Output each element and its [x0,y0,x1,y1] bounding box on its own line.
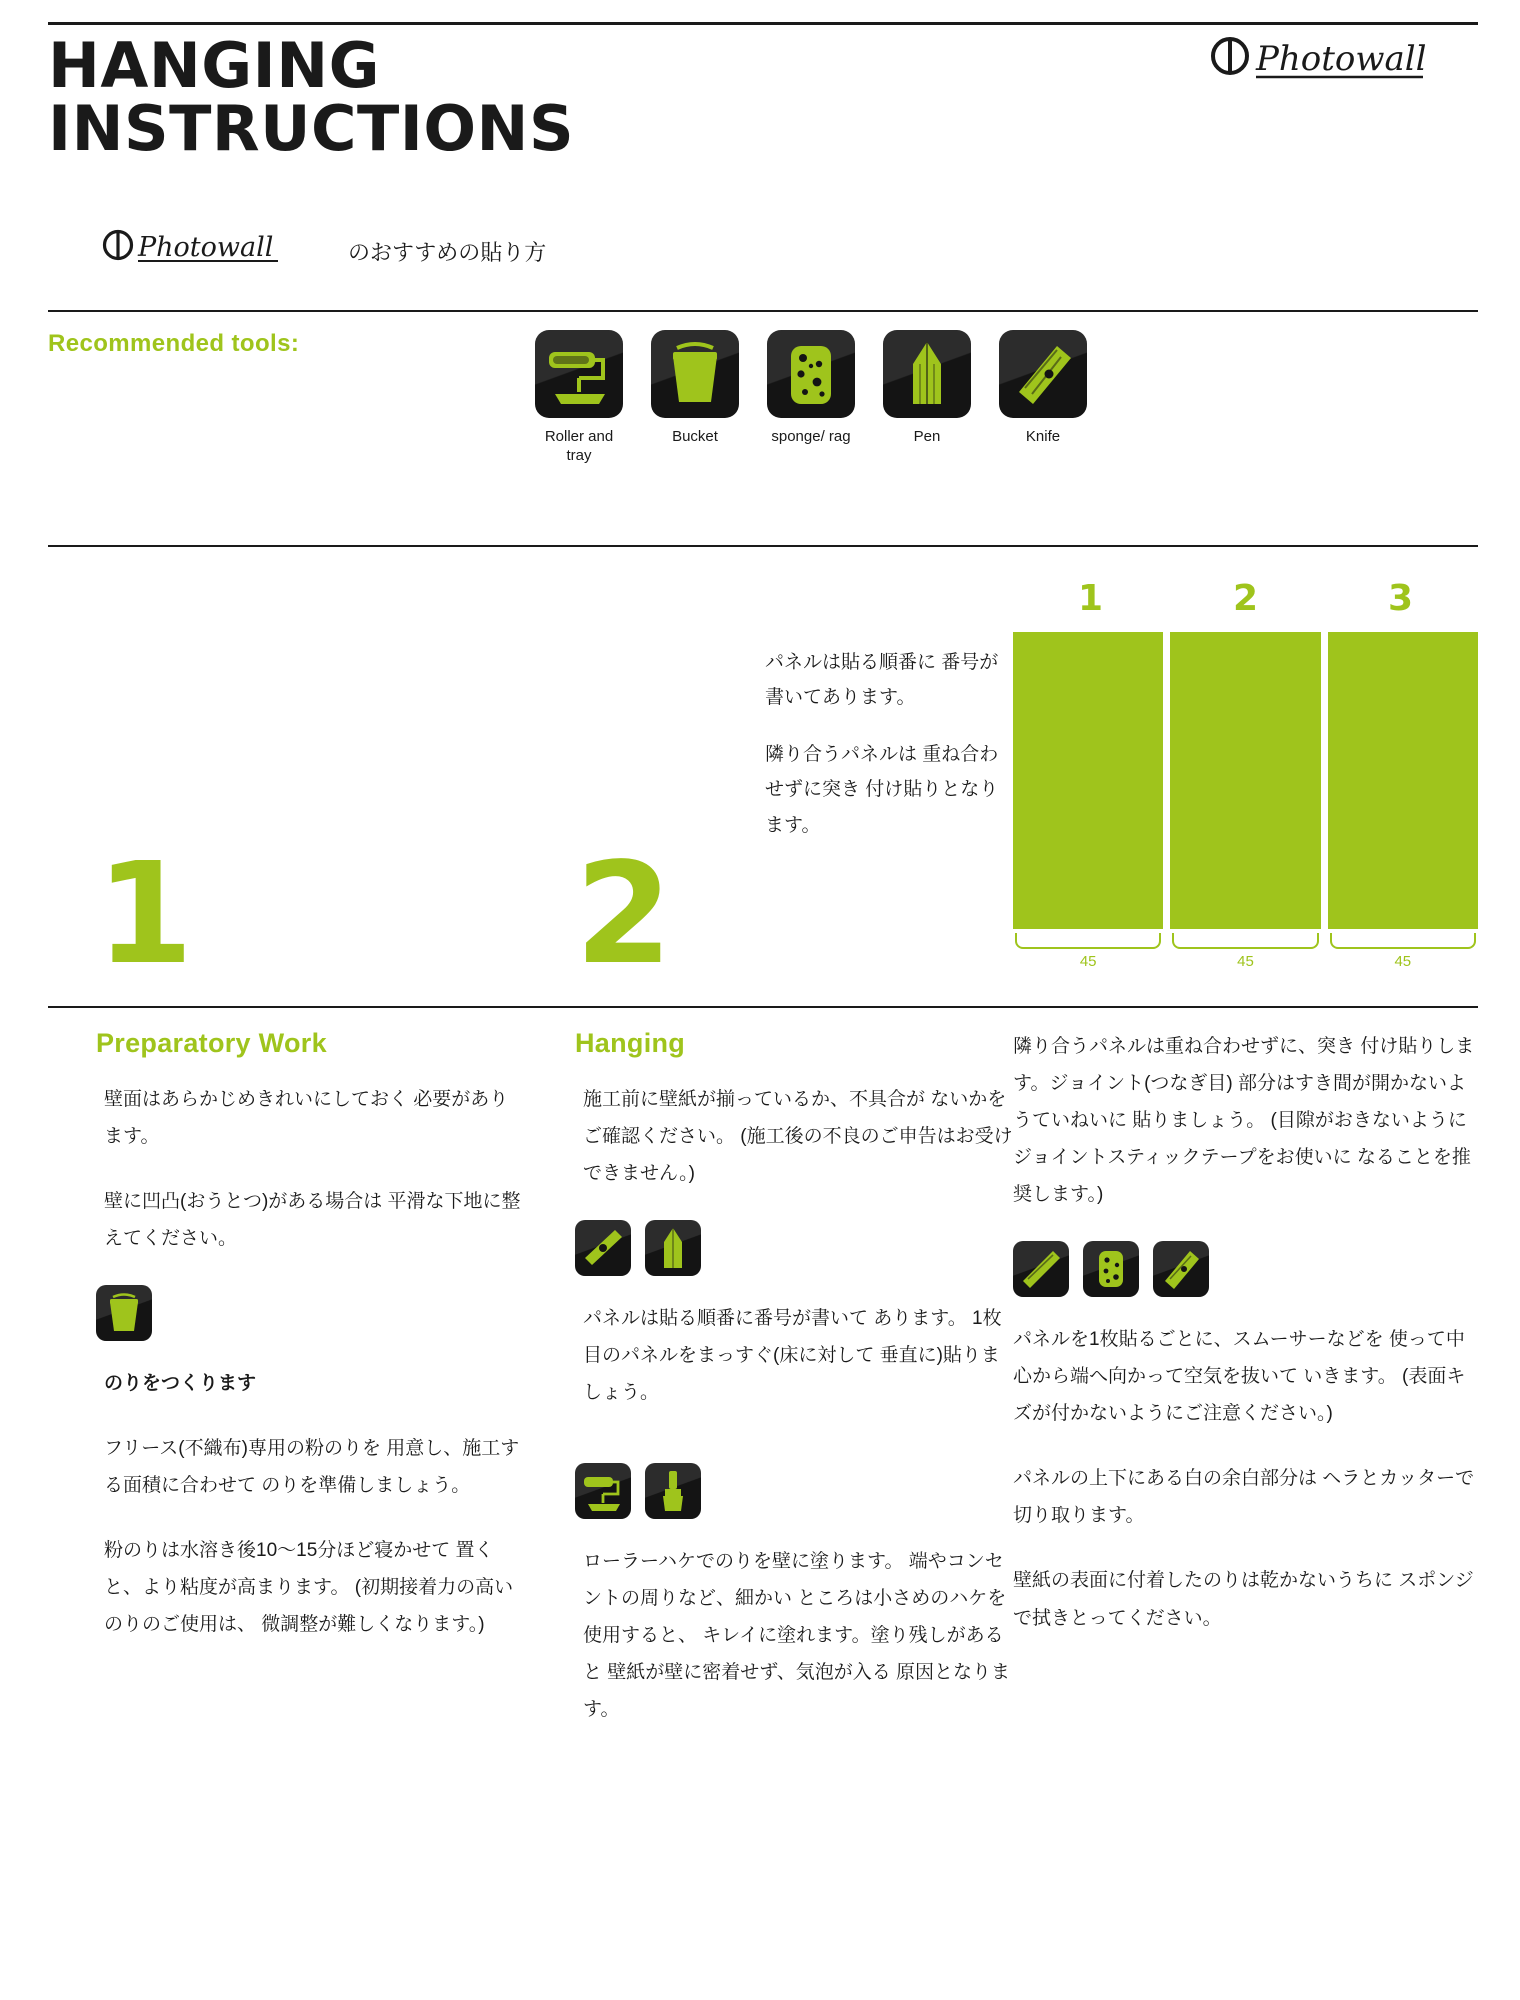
panel-measure-row [1013,933,1478,977]
paragraph: ローラーハケでのりを壁に塗ります。 端やコンセントの周りなど、細かい ところは小さめのハケを使用すると、 キレイに塗れます。塗り残しがあると 壁紙が壁に密着せず、気泡が入る 原因となります。 [583,1551,1011,1721]
tool-caption: Pen [913,428,941,445]
panel-measure [1328,933,1478,977]
panel-measure [1170,933,1320,977]
panel-number: 2 [1232,578,1259,619]
paragraph: 施工前に壁紙が揃っているか、不具合が ないかをご確認ください。 (施工後の不良のご申告はお受けできません。) [583,1089,1013,1185]
page-title [48,29,575,166]
icon-row [1013,1241,1478,1297]
knife-icon [1153,1241,1209,1297]
icon-row [96,1285,526,1341]
spacer [575,1439,1015,1453]
page-title-line2: INSTRUCTIONS [48,92,575,166]
recommended-tools-list [535,330,1087,466]
panel-width-label: 45 [1079,953,1097,970]
svg-text:Photowall: Photowall [1256,39,1427,79]
smoother-icon [1013,1241,1069,1297]
paragraph: 壁面はあらかじめきれいにしておく 必要があります。 [104,1089,509,1148]
recommended-tools-label: Recommended tools: [48,330,300,357]
paragraph: 隣り合うパネルは重ね合わせずに、突き 付け貼りします。ジョイント(つなぎ目) 部分はすき間が開かないようていねいに 貼りましょう。 (目隙がおきないように ジョイントスティックテープをお使いに なることを推奨します。) [1013,1036,1475,1206]
tools-divider-bottom [48,545,1478,547]
column-heading: Hanging [575,1028,686,1058]
panel-number: 1 [1077,578,1104,619]
paragraph-bold: のりをつくります [104,1373,257,1395]
body-divider [48,1006,1478,1008]
svg-text:Photowall: Photowall [138,232,274,263]
tool-bucket [651,330,739,466]
brace-icon [1015,933,1161,949]
subtitle-japanese: のおすすめの貼り方 [348,240,547,265]
paint-roller-icon [535,330,623,418]
panel-measure [1013,933,1163,977]
paragraph: パネルを1枚貼るごとに、スムーサーなどを 使って中心から端へ向かって空気を抜いて いきます。 (表面キズが付かないようにご注意ください。) [1013,1329,1466,1425]
pencil-icon [645,1220,701,1276]
tool-caption: sponge/ rag [771,428,851,445]
paragraph: 粉のりは水溶き後10〜15分ほど寝かせて 置くと、より粘度が高まります。 (初期接着力の高いのりのご使用は、 微調整が難しくなります。) [104,1540,514,1636]
tool-caption: Roller and tray [544,428,614,464]
icon-row [575,1220,1015,1276]
paint-roller-icon [575,1463,631,1519]
tool-knife [999,330,1087,466]
paragraph: 壁紙の表面に付着したのりは乾かないうちに スポンジで拭きとってください。 [1013,1570,1474,1629]
panel-strip [1328,632,1478,929]
tools-divider-top [48,310,1478,312]
header-divider [48,22,1478,25]
tool-caption: Bucket [672,428,718,445]
tool-sponge [767,330,855,466]
document-page [48,0,1478,2000]
bucket-icon [651,330,739,418]
level-icon [575,1220,631,1276]
panel-width-label: 45 [1394,953,1412,970]
panel-number-row [1013,578,1478,619]
paragraph: パネルの上下にある白の余白部分は ヘラとカッターで切り取ります。 [1013,1468,1475,1527]
panel-number: 3 [1387,578,1414,619]
column-heading: Preparatory Work [96,1028,327,1058]
brush-icon [645,1463,701,1519]
brace-icon [1172,933,1318,949]
panel-strip [1170,632,1320,929]
paragraph: パネルは貼る順番に番号が書いて あります。 1枚目のパネルをまっすぐ(床に対して 垂直に)貼りましょう。 [583,1308,1002,1404]
step-number-1: 1 [96,833,194,996]
panel-note [765,645,1015,865]
panel-strip-row [1013,632,1478,929]
column-joining [1013,1028,1478,1665]
column-hanging [575,1028,1015,1757]
paragraph: フリース(不織布)専用の粉のりを 用意し、施工する面積に合わせて のりを準備しましょう。 [104,1438,520,1497]
tool-pen [883,330,971,466]
sponge-icon [1083,1241,1139,1297]
tool-roller-and-tray [535,330,623,466]
bucket-icon [96,1285,152,1341]
pencil-icon [883,330,971,418]
tool-caption: Knife [1025,428,1061,445]
step-number-2: 2 [575,833,673,996]
brace-icon [1330,933,1476,949]
knife-icon [999,330,1087,418]
panel-width-label: 45 [1237,953,1254,970]
paragraph: 壁に凹凸(おうとつ)がある場合は 平滑な下地に整えてください。 [104,1191,521,1250]
panel-strip [1013,632,1163,929]
icon-row [575,1463,1015,1519]
sponge-icon [767,330,855,418]
page-title-line1: HANGING [48,29,380,102]
column-preparatory-work [96,1028,526,1671]
photowall-logo-icon [1208,34,1478,86]
photowall-logo-small-icon [100,228,328,268]
panel-note-1: パネルは貼る順番に 番号が書いてあります。 [765,652,999,709]
panel-note-2: 隣り合うパネルは 重ね合わせずに突き 付け貼りとなります。 [765,744,999,836]
